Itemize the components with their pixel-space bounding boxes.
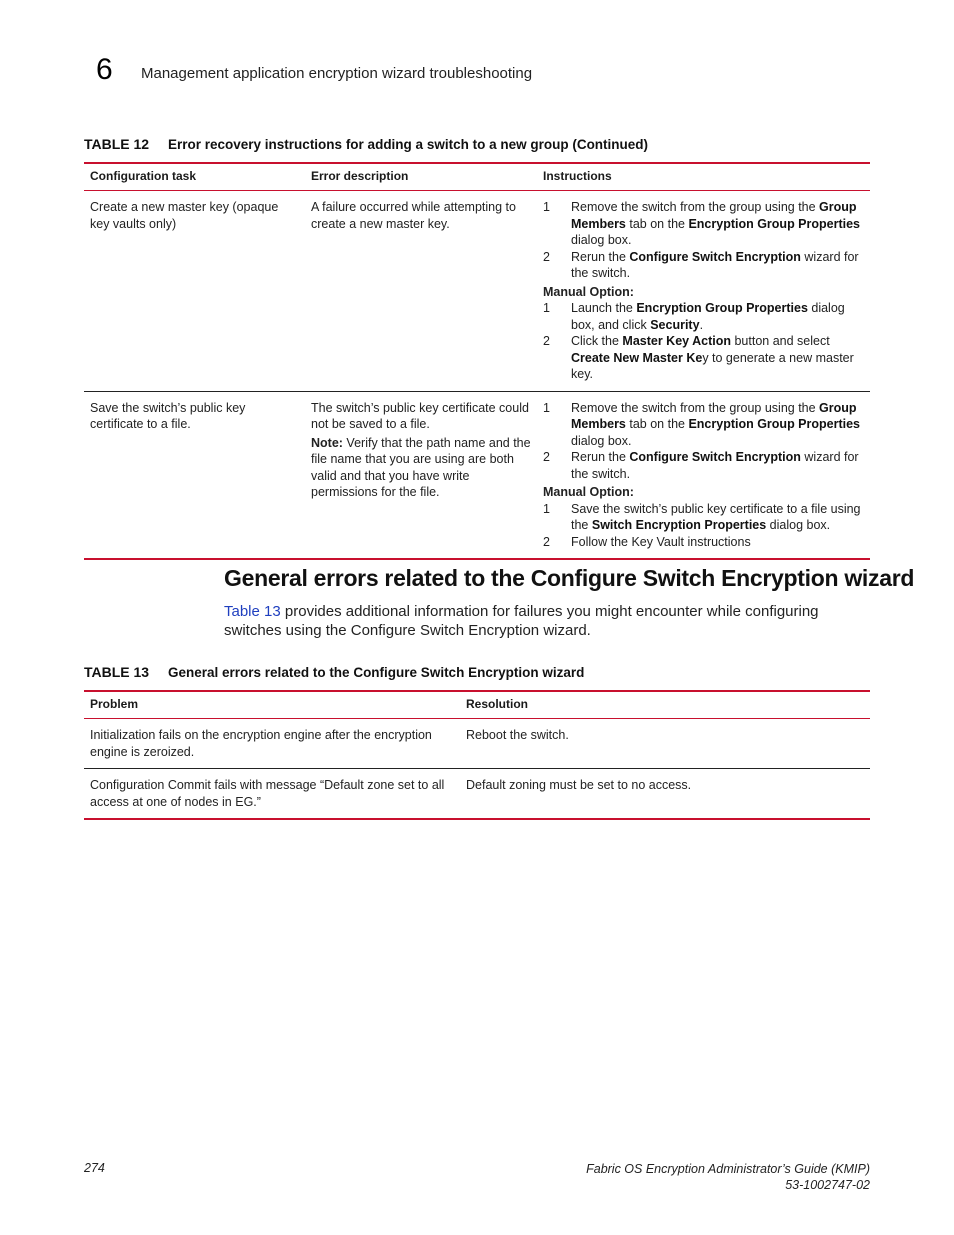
table-13 [84, 690, 870, 820]
doc-number: 53-1002747-02 [785, 1178, 870, 1192]
table-13-title: General errors related to the Configure Switch Encryption wizard [168, 665, 585, 680]
cell-resolution: Reboot the switch. [460, 719, 870, 769]
cell-task: Create a new master key (opaque key vaults only) [84, 191, 305, 392]
running-header: Management application encryption wizard troubleshooting [141, 65, 533, 82]
table-12-header-error: Error description [305, 163, 537, 191]
instruction-step: 2 Rerun the Configure Switch Encryption wizard for the switch. [543, 249, 859, 280]
cell-error: A failure occurred while attempting to create a new master key. [305, 191, 537, 392]
table-13-header-problem: Problem [84, 691, 460, 719]
cell-problem: Configuration Commit fails with message “Default zone set to all access at one of nodes in EG.” [84, 769, 460, 820]
cell-instructions [537, 391, 870, 559]
cell-instructions [537, 191, 870, 392]
table-row [84, 391, 870, 559]
manual-step: 1 Save the switch’s public key certificate to a file using the Switch Encryption Properties dialog box. [543, 501, 861, 532]
table-row [84, 719, 870, 769]
table-12-caption [84, 135, 648, 154]
instruction-step: 1 Remove the switch from the group using the Group Members tab on the Encryption Group Properties dialog box. [543, 400, 861, 448]
manual-option-label: Manual Option: [543, 485, 634, 499]
cell-resolution: Default zoning must be set to no access. [460, 769, 870, 820]
page-number: 274 [84, 1161, 105, 1175]
table-12-header-instructions: Instructions [537, 163, 870, 191]
table-13-link[interactable]: Table 13 [224, 603, 281, 620]
cell-error: The switch’s public key certificate could not be saved to a file. Note: Verify that the path name and the file name that you are using are both valid and that you have write permissions for the file. [305, 391, 537, 559]
table-12-header-task: Configuration task [84, 163, 305, 191]
table-13-label: TABLE 13 [84, 664, 150, 680]
table-row [84, 769, 870, 820]
instruction-step: 1 Remove the switch from the group using the Group Members tab on the Encryption Group Properties dialog box. [543, 200, 861, 247]
table-row [84, 191, 870, 392]
cell-problem: Initialization fails on the encryption engine after the encryption engine is zeroized. [84, 719, 460, 769]
table-13-header-resolution: Resolution [460, 691, 870, 719]
table-12 [84, 162, 870, 560]
doc-title: Fabric OS Encryption Administrator’s Guide (KMIP) [586, 1162, 870, 1176]
instruction-step: 2 Rerun the Configure Switch Encryption wizard for the switch. [543, 450, 859, 481]
section-heading: General errors related to the Configure Switch Encryption wizard [224, 565, 915, 591]
footer-doc-info [586, 1161, 870, 1193]
table-13-caption [84, 663, 584, 682]
chapter-number: 6 [96, 53, 113, 86]
manual-step: 2 Follow the Key Vault instructions [543, 534, 751, 549]
section-paragraph: Table 13 provides additional information for failures you might encounter while configuring switches using the Configure Switch Encryption wizard. [224, 603, 819, 639]
manual-step: 2 Click the Master Key Action button and select Create New Master Key to generate a new master key. [543, 334, 854, 381]
cell-task: Save the switch’s public key certificate to a file. [84, 391, 305, 559]
note: Note: Verify that the path name and the file name that you are using are both valid and that you have write permissions for the file. [311, 435, 531, 499]
manual-option-label: Manual Option: [543, 284, 634, 299]
table-12-label: TABLE 12 [84, 136, 150, 152]
manual-step: 1 Launch the Encryption Group Properties dialog box, and click Security. [543, 301, 845, 332]
table-12-title: Error recovery instructions for adding a switch to a new group (Continued) [168, 137, 649, 152]
